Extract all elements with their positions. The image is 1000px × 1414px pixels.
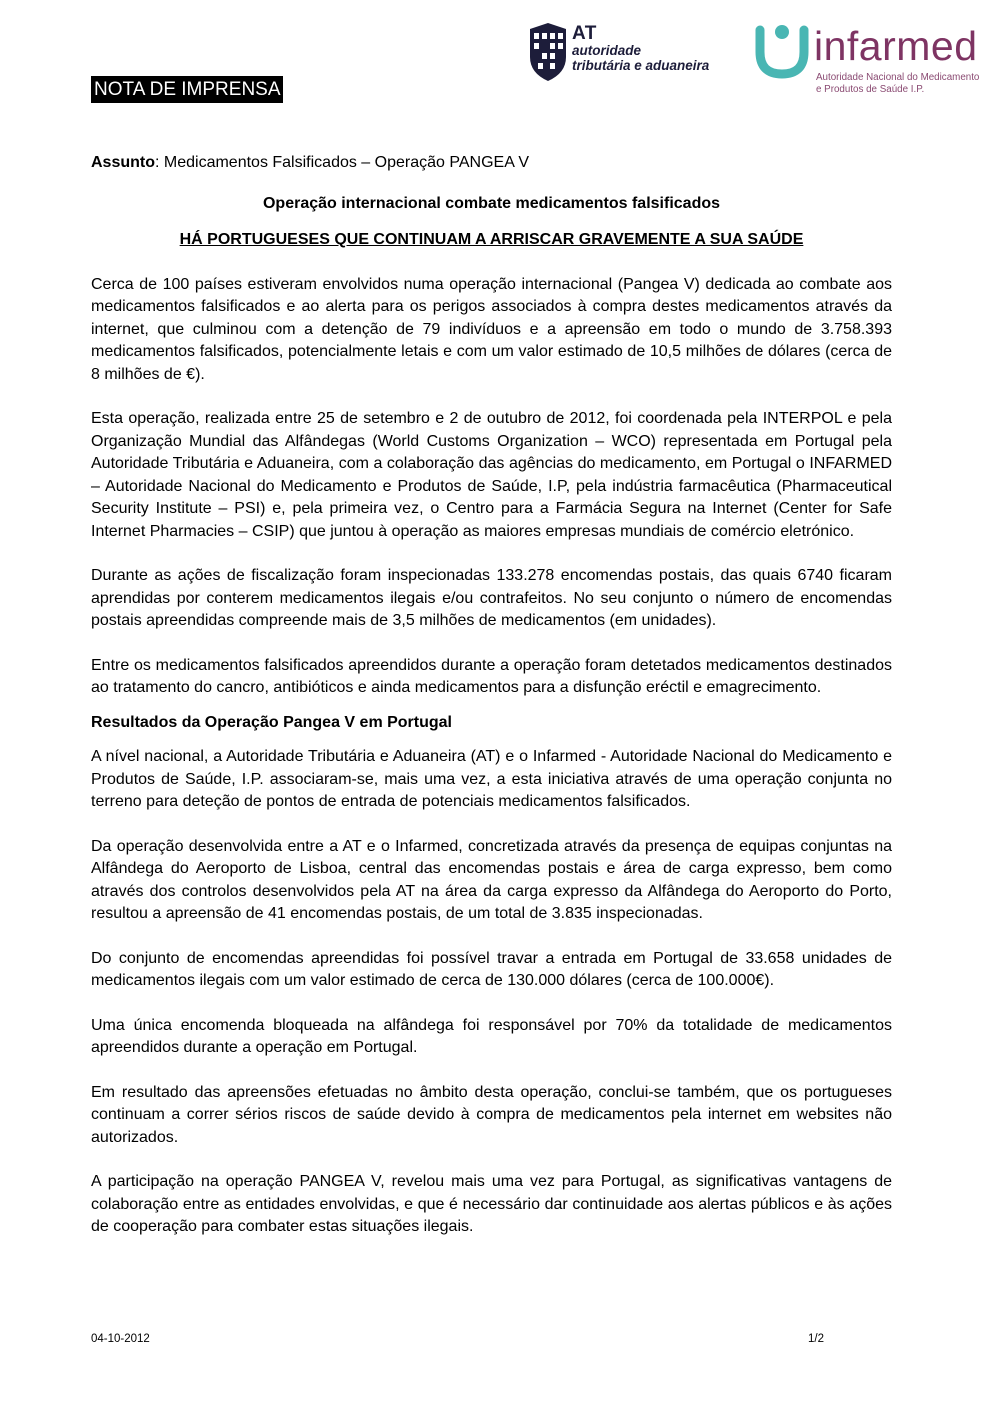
paragraph: Da operação desenvolvida entre a AT e o Infarmed, concretizada através da presença de equipas conjuntas na Alfândega do Aeroporto de Lisboa, central das encomendas postais e área de carga expresso, bem como através dos controlos desenvolvidos pela AT na área da carga expresso da Alfândega do Aeroporto do Porto, resultou a apreensão de 41 encomendas postais, de um total de 3.835 inspecionadas.	[91, 837, 892, 922]
paragraph: A nível nacional, a Autoridade Tributária e Aduaneira (AT) e o Infarmed - Autoridade Nacional do Medicamento e Produtos de Saúde, I.P. associaram-se, mais uma vez, a esta iniciativa através de uma operação conjunta no terreno para deteção de pontos de entrada de potenciais medicamentos falsificados.	[91, 748, 892, 810]
infarmed-subtitle-line1: Autoridade Nacional do Medicamento	[816, 72, 980, 83]
paragraph: A participação na operação PANGEA V, revelou mais uma vez para Portugal, as significativas vantagens de colaboração entre as entidades envolvidas, e que é necessário dar continuidade aos alertas públicos e às ações de cooperação para combater estas situações ilegais.	[91, 1173, 892, 1235]
page-number: 1/2	[808, 1333, 824, 1345]
paragraph: Do conjunto de encomendas apreendidas foi possível travar a entrada em Portugal de 33.658 unidades de medicamentos ilegais com um valor estimado de cerca de 130.000 dólares (cerca de 100.000€).	[91, 949, 892, 989]
footer-date: 04-10-2012	[91, 1333, 150, 1345]
press-release-badge: NOTA DE IMPRENSA	[91, 76, 283, 103]
at-logo-line1: autoridade	[572, 43, 642, 58]
at-emblem-icon	[530, 23, 566, 81]
paragraph: Em resultado das apreensões efetuadas no âmbito desta operação, conclui-se também, que os portugueses continuam a correr sérios riscos de saúde devido à compra de medicamentos pela internet em websites não autorizados.	[91, 1083, 892, 1146]
paragraph: Cerca de 100 países estiveram envolvidos numa operação internacional (Pangea V) dedicada ao combate aos medicamentos falsificados e ao alerta para os perigos associados à compra destes medicamentos através da internet, que culminou com a detenção de 79 indivíduos e a apreensão em todo o mundo de 3.758.393 medicamentos falsificados, potencialmente letais e com um valor estimado de 10,5 milhões de dólares (cerca de 8 milhões de €).	[91, 275, 892, 383]
subject-label: Assunto	[91, 154, 155, 171]
infarmed-subtitle-line2: e Produtos de Saúde I.P.	[816, 84, 925, 95]
section-title: Resultados da Operação Pangea V em Portugal	[91, 713, 452, 731]
subject-text: : Medicamentos Falsificados – Operação PANGEA V	[155, 154, 530, 171]
paragraph: Uma única encomenda bloqueada na alfândega foi responsável por 70% da totalidade de medicamentos apreendidos durante a operação em Portugal.	[91, 1016, 892, 1056]
headline-secondary: HÁ PORTUGUESES QUE CONTINUAM A ARRISCAR GRAVEMENTE A SUA SAÚDE	[179, 231, 804, 248]
infarmed-wordmark: infarmed	[814, 23, 978, 69]
headline: Operação internacional combate medicamentos falsificados	[262, 194, 721, 212]
infarmed-subtitle	[816, 72, 979, 96]
paragraph: Durante as ações de fiscalização foram inspecionadas 133.278 encomendas postais, das quais 6740 ficaram aprendidas por conterem medicamentos ilegais e/ou contrafeitos. No seu conjunto o número de encomendas postais apreendidas compreende mais de 3,5 milhões de medicamentos (em unidades).	[91, 567, 892, 629]
at-logo-text	[572, 24, 709, 72]
at-logo-line2: tributária e aduaneira	[572, 57, 710, 73]
paragraph: Entre os medicamentos falsificados apreendidos durante a operação foram detetados medicamentos destinados ao tratamento do cancro, antibióticos e ainda medicamentos para a disfunção eréctil e emagrecimento.	[91, 656, 892, 696]
subject-line	[91, 152, 892, 175]
infarmed-u-icon	[760, 25, 804, 74]
at-logo-title: AT	[572, 23, 597, 44]
paragraph: Esta operação, realizada entre 25 de setembro e 2 de outubro de 2012, foi coordenada pela INTERPOL e pela Organização Mundial das Alfândegas (World Customs Organization – WCO) representada em Portugal pela Autoridade Tributária e Aduaneira, com a colaboração das agências do medicamento, em Portugal o INFARMED – Autoridade Nacional do Medicamento e Produtos de Saúde, I.P, pela indústria farmacêutica (Pharmaceutical Security Institute – PSI) e, pela primeira vez, o Centro para a Farmácia Segura na Internet (Center for Safe Internet Pharmacies – CSIP) que juntou à operação as maiores empresas mundiais de comércio eletrónico.	[91, 410, 892, 540]
document-body	[91, 150, 892, 1239]
